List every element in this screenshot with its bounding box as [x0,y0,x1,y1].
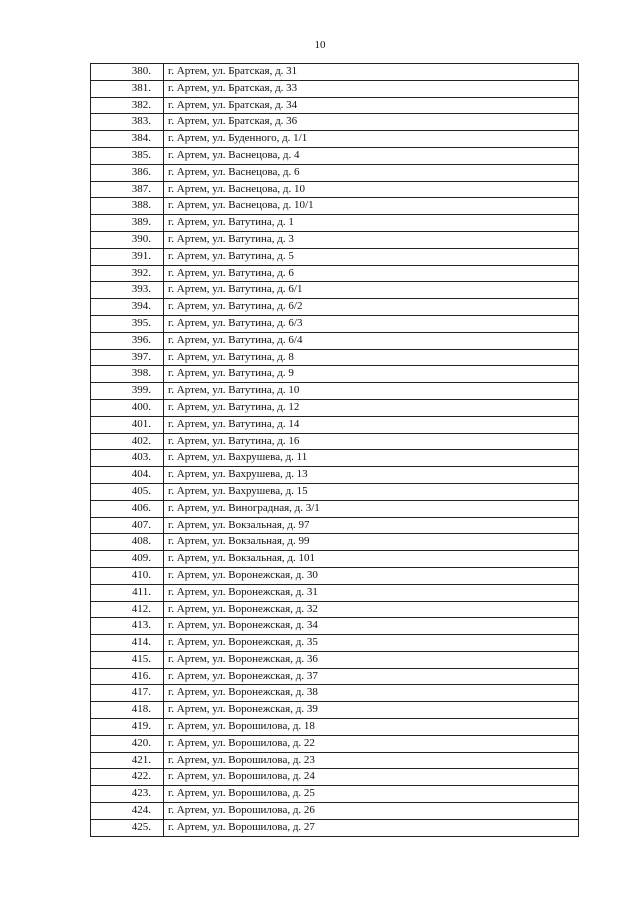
table-row [91,500,579,517]
row-address: г. Артем, ул. Ворошилова, д. 27 [164,819,579,836]
table-row [91,567,579,584]
row-address: г. Артем, ул. Вахрушева, д. 11 [164,450,579,467]
row-number: 394. [91,299,164,316]
row-address: г. Артем, ул. Братская, д. 34 [164,97,579,114]
table-row [91,668,579,685]
row-address: г. Артем, ул. Вахрушева, д. 13 [164,467,579,484]
row-address: г. Артем, ул. Воронежская, д. 35 [164,635,579,652]
table-row [91,349,579,366]
row-number: 420. [91,735,164,752]
row-address: г. Артем, ул. Ватутина, д. 6/3 [164,315,579,332]
table-row [91,433,579,450]
row-address: г. Артем, ул. Ватутина, д. 14 [164,416,579,433]
row-number: 396. [91,332,164,349]
table-row [91,131,579,148]
row-number: 406. [91,500,164,517]
row-address: г. Артем, ул. Братская, д. 36 [164,114,579,131]
row-number: 412. [91,601,164,618]
row-number: 397. [91,349,164,366]
row-number: 411. [91,584,164,601]
row-number: 392. [91,265,164,282]
table-row [91,517,579,534]
row-address: г. Артем, ул. Ворошилова, д. 18 [164,719,579,736]
row-number: 395. [91,315,164,332]
row-address: г. Артем, ул. Ватутина, д. 1 [164,215,579,232]
row-number: 421. [91,752,164,769]
row-address: г. Артем, ул. Воронежская, д. 30 [164,567,579,584]
table-row [91,483,579,500]
row-number: 418. [91,702,164,719]
table-row [91,635,579,652]
table-row [91,467,579,484]
row-number: 413. [91,618,164,635]
table-row [91,64,579,81]
row-number: 382. [91,97,164,114]
row-number: 414. [91,635,164,652]
row-address: г. Артем, ул. Вокзальная, д. 101 [164,551,579,568]
row-number: 416. [91,668,164,685]
row-number: 398. [91,366,164,383]
table-row [91,198,579,215]
row-number: 385. [91,147,164,164]
row-address: г. Артем, ул. Ватутина, д. 6/4 [164,332,579,349]
row-address: г. Артем, ул. Васнецова, д. 10 [164,181,579,198]
address-table-body [91,64,579,837]
row-address: г. Артем, ул. Воронежская, д. 39 [164,702,579,719]
row-address: г. Артем, ул. Воронежская, д. 31 [164,584,579,601]
row-number: 410. [91,567,164,584]
row-number: 405. [91,483,164,500]
row-address: г. Артем, ул. Ворошилова, д. 23 [164,752,579,769]
row-number: 408. [91,534,164,551]
table-row [91,282,579,299]
row-address: г. Артем, ул. Ворошилова, д. 22 [164,735,579,752]
table-row [91,399,579,416]
table-row [91,248,579,265]
row-number: 389. [91,215,164,232]
row-address: г. Артем, ул. Ватутина, д. 12 [164,399,579,416]
row-number: 423. [91,786,164,803]
table-row [91,584,579,601]
table-row [91,803,579,820]
row-address: г. Артем, ул. Братская, д. 33 [164,80,579,97]
row-address: г. Артем, ул. Ватутина, д. 5 [164,248,579,265]
row-number: 393. [91,282,164,299]
row-address: г. Артем, ул. Васнецова, д. 10/1 [164,198,579,215]
table-row [91,685,579,702]
row-address: г. Артем, ул. Ворошилова, д. 24 [164,769,579,786]
row-address: г. Артем, ул. Ватутина, д. 6/1 [164,282,579,299]
row-address: г. Артем, ул. Ватутина, д. 6 [164,265,579,282]
row-number: 383. [91,114,164,131]
table-row [91,786,579,803]
table-row [91,819,579,836]
row-number: 387. [91,181,164,198]
table-row [91,702,579,719]
table-row [91,450,579,467]
page-number: 10 [314,39,326,51]
row-number: 407. [91,517,164,534]
table-row [91,651,579,668]
row-address: г. Артем, ул. Вокзальная, д. 97 [164,517,579,534]
row-address: г. Артем, ул. Ворошилова, д. 26 [164,803,579,820]
row-number: 417. [91,685,164,702]
row-number: 384. [91,131,164,148]
table-row [91,534,579,551]
row-address: г. Артем, ул. Ворошилова, д. 25 [164,786,579,803]
row-address: г. Артем, ул. Братская, д. 31 [164,64,579,81]
table-row [91,618,579,635]
row-address: г. Артем, ул. Ватутина, д. 6/2 [164,299,579,316]
table-row [91,719,579,736]
table-row [91,164,579,181]
row-number: 380. [91,64,164,81]
table-row [91,601,579,618]
table-row [91,332,579,349]
row-address: г. Артем, ул. Васнецова, д. 4 [164,147,579,164]
row-address: г. Артем, ул. Ватутина, д. 9 [164,366,579,383]
table-row [91,551,579,568]
table-row [91,315,579,332]
row-address: г. Артем, ул. Виноградная, д. 3/1 [164,500,579,517]
row-number: 386. [91,164,164,181]
row-address: г. Артем, ул. Воронежская, д. 37 [164,668,579,685]
row-address: г. Артем, ул. Ватутина, д. 10 [164,383,579,400]
row-address: г. Артем, ул. Воронежская, д. 34 [164,618,579,635]
table-row [91,769,579,786]
row-address: г. Артем, ул. Вахрушева, д. 15 [164,483,579,500]
row-number: 424. [91,803,164,820]
row-address: г. Артем, ул. Вокзальная, д. 99 [164,534,579,551]
table-row [91,215,579,232]
row-number: 422. [91,769,164,786]
table-row [91,735,579,752]
row-number: 415. [91,651,164,668]
row-number: 400. [91,399,164,416]
table-row [91,80,579,97]
row-number: 425. [91,819,164,836]
table-row [91,299,579,316]
row-address: г. Артем, ул. Воронежская, д. 38 [164,685,579,702]
row-number: 403. [91,450,164,467]
row-address: г. Артем, ул. Ватутина, д. 8 [164,349,579,366]
table-row [91,114,579,131]
table-row [91,383,579,400]
row-address: г. Артем, ул. Ватутина, д. 16 [164,433,579,450]
row-address: г. Артем, ул. Воронежская, д. 32 [164,601,579,618]
table-row [91,265,579,282]
table-row [91,181,579,198]
row-number: 388. [91,198,164,215]
row-number: 409. [91,551,164,568]
row-number: 401. [91,416,164,433]
table-row [91,752,579,769]
table-row [91,147,579,164]
row-address: г. Артем, ул. Воронежская, д. 36 [164,651,579,668]
table-row [91,366,579,383]
row-number: 404. [91,467,164,484]
table-row [91,231,579,248]
table-row [91,416,579,433]
table-row [91,97,579,114]
row-address: г. Артем, ул. Ватутина, д. 3 [164,231,579,248]
address-table [90,63,579,837]
row-number: 390. [91,231,164,248]
row-number: 402. [91,433,164,450]
row-number: 381. [91,80,164,97]
row-number: 419. [91,719,164,736]
row-number: 399. [91,383,164,400]
row-address: г. Артем, ул. Васнецова, д. 6 [164,164,579,181]
row-number: 391. [91,248,164,265]
row-address: г. Артем, ул. Буденного, д. 1/1 [164,131,579,148]
